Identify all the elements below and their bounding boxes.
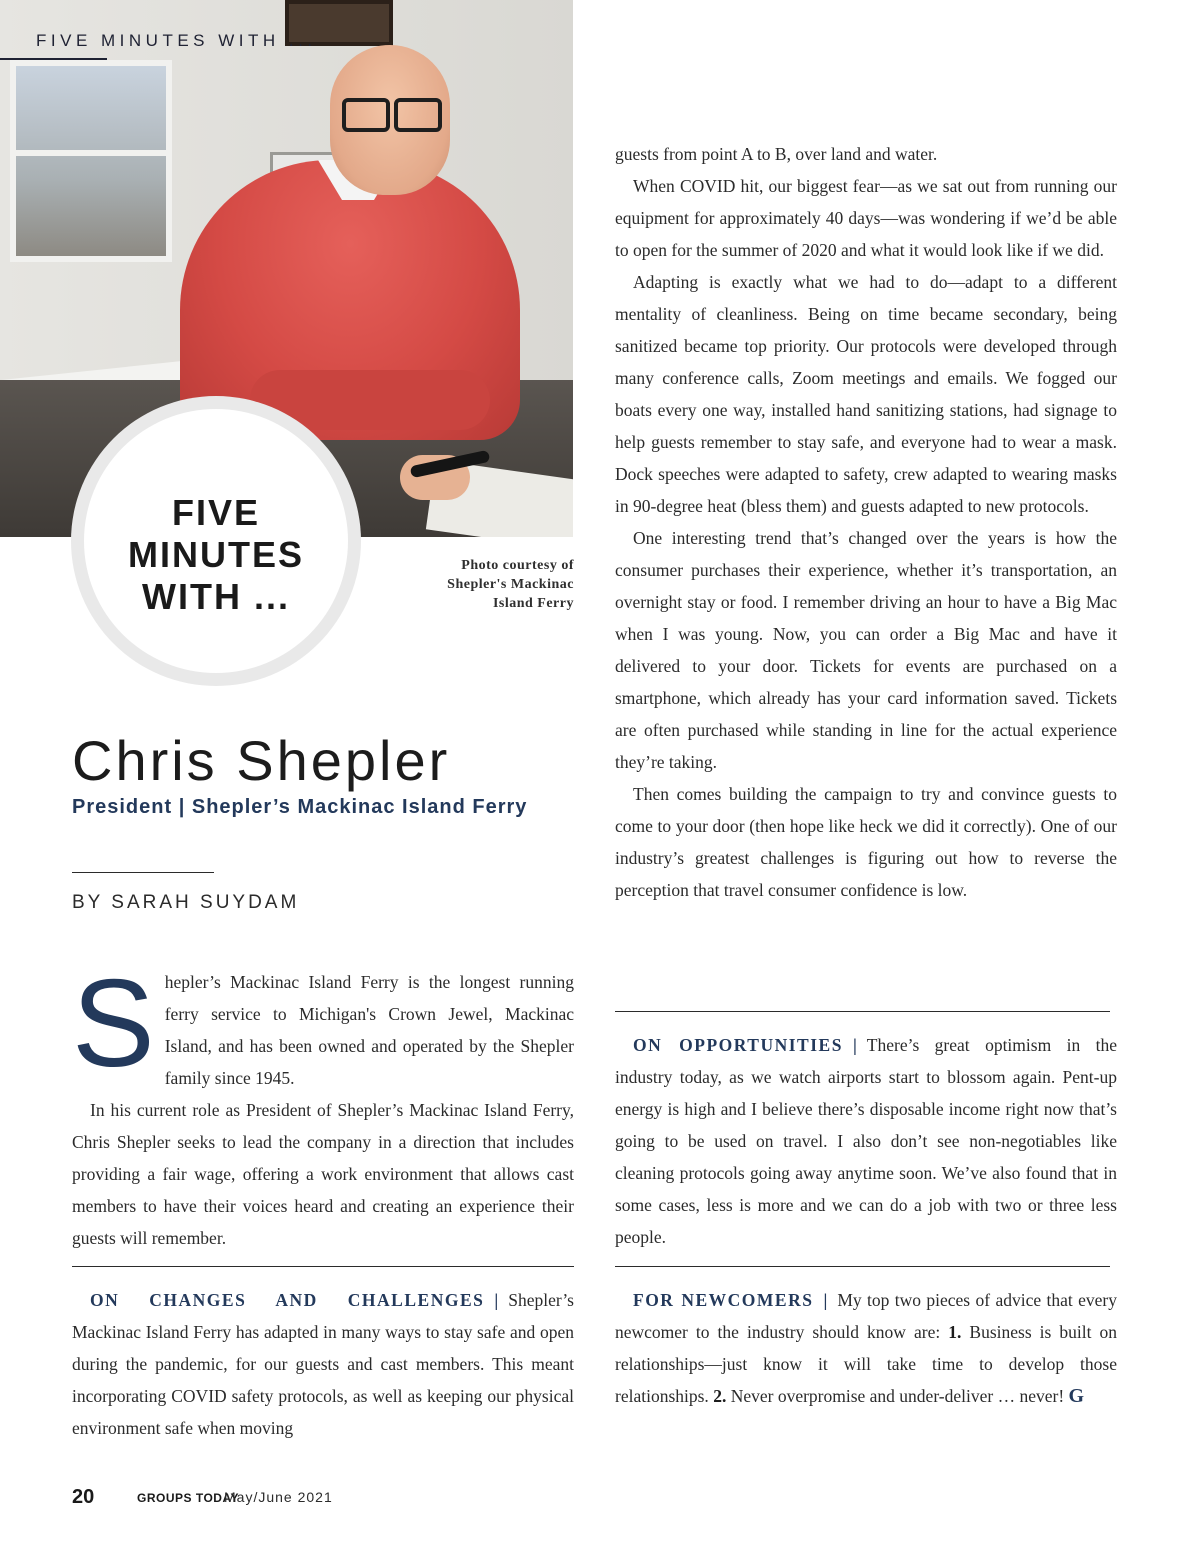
intro-paragraph-2: In his current role as President of Shepler’s Mackinac Island Ferry, Chris Shepler seeks to lead the company in a direction that includes providing a fair wage, offering a work environment that allows cast members to have their voices heard and creating an experience their guests will remember. [72,1100,574,1248]
changes-paragraph-3: Adapting is exactly what we had to do—adapt to a different mentality of cleanliness. Being on time became secondary, being sanitized became top priority. Our protocols were developed through many conference calls, Zoom meetings and emails. We fogged our boats every one way, installed hand sanitizing stations, had signage to help guests remember to stay safe, and everyone had to wear a mask. Dock speeches were adapted to safety, crew adapted to wearing masks in 90-degree heat (bless them) and guests adapted to new protocols. [615,272,1117,516]
section-heading-changes: ON CHANGES AND CHALLENGES [90,1290,485,1310]
changes-paragraph-1: Shepler’s Mackinac Island Ferry has adapted in many ways to stay safe and open during the pandemic, for our guests and cast members. This meant incorporating COVID safety protocols, as well as keeping our physical environment safe when moving [72,1290,574,1438]
issue-date: May/June 2021 [224,1489,333,1505]
changes-paragraph-4: One interesting trend that’s changed over the years is how the consumer purchases their experience, whether it’s transportation, an overnight stay or food. I remember driving an hour to have a Big Mac when I was young. Now, you can order a Big Mac and have it delivered to your door. Tickets for events are purchased on a smartphone, which already has your card information saved. Tickets are often purchased while standing in line for the actual experience they’re taking. [615,528,1117,772]
opportunities-text: There’s great optimism in the industry today, as we watch airports start to blossom again. Pent-up energy is high and I believe there’s disposable income right now that’s going to be used on travel. I also don’t see non-negotiables like cleaning protocols going away anytime soon. We’ve also found that in some cases, less is more and we can do a job with two or three less people. [615,1035,1117,1247]
heading-separator: | [823,1290,828,1310]
newcomers-text-a: My top two pieces of advice that every newcomer to the industry should know are: [615,1290,1117,1342]
section-heading-opportunities: ON OPPORTUNITIES [633,1035,843,1055]
heading-separator: | [852,1035,857,1055]
section-label: FIVE MINUTES WITH ... [36,31,317,50]
badge-text: FIVE MINUTES WITH ... [128,492,304,617]
badge [84,409,348,673]
changes-continued [615,138,1117,906]
heading-separator: | [494,1290,499,1310]
section-label-rule [0,58,107,60]
newcomers-section [615,1284,1117,1412]
photo-credit: Photo courtesy of Shepler's Mackinac Island Ferry [447,558,574,611]
drop-cap: S [72,955,155,1093]
profile-role: President | Shepler’s Mackinac Island Ferry [72,796,528,818]
section-divider [615,1011,1110,1012]
section-heading-newcomers: FOR NEWCOMERS [633,1290,814,1310]
changes-section [72,1284,574,1444]
newcomers-text-c: Never overpromise and under-deliver … never! [730,1386,1065,1406]
section-divider [615,1266,1110,1267]
publication-name: GROUPS TODAY [137,1491,240,1505]
profile-name: Chris Shepler [72,729,451,792]
intro-paragraph-1: hepler’s Mackinac Island Ferry is the longest running ferry service to Michigan's Crown Jewel, Mackinac Island, and has been owned and operated by the Shepler family since 1945. [164,972,574,1088]
advice-number-2: 2. [713,1386,727,1406]
end-mark-icon: G [1068,1385,1085,1407]
intro-text [72,955,574,1254]
changes-paragraph-5: Then comes building the campaign to try and convince guests to come to your door (then hope like heck we did it correctly). One of our industry’s greatest challenges is figuring out how to reverse the perception that travel consumer confidence is low. [615,784,1117,900]
opportunities-section [615,1029,1117,1253]
newcomers-text-b: Business is built on relationships—just know it will take time to develop those relationships. [615,1322,1117,1406]
advice-number-1: 1. [948,1322,962,1342]
byline-rule [72,872,214,873]
byline: BY SARAH SUYDAM [72,892,300,913]
changes-paragraph-2: When COVID hit, our biggest fear—as we sat out from running our equipment for approximately 40 days—was wondering if we’d be able to open for the summer of 2020 and what it would look like if we did. [615,176,1117,260]
page-number: 20 [72,1486,95,1508]
changes-paragraph-1-continued: guests from point A to B, over land and water. [615,144,938,164]
section-divider [72,1266,574,1267]
